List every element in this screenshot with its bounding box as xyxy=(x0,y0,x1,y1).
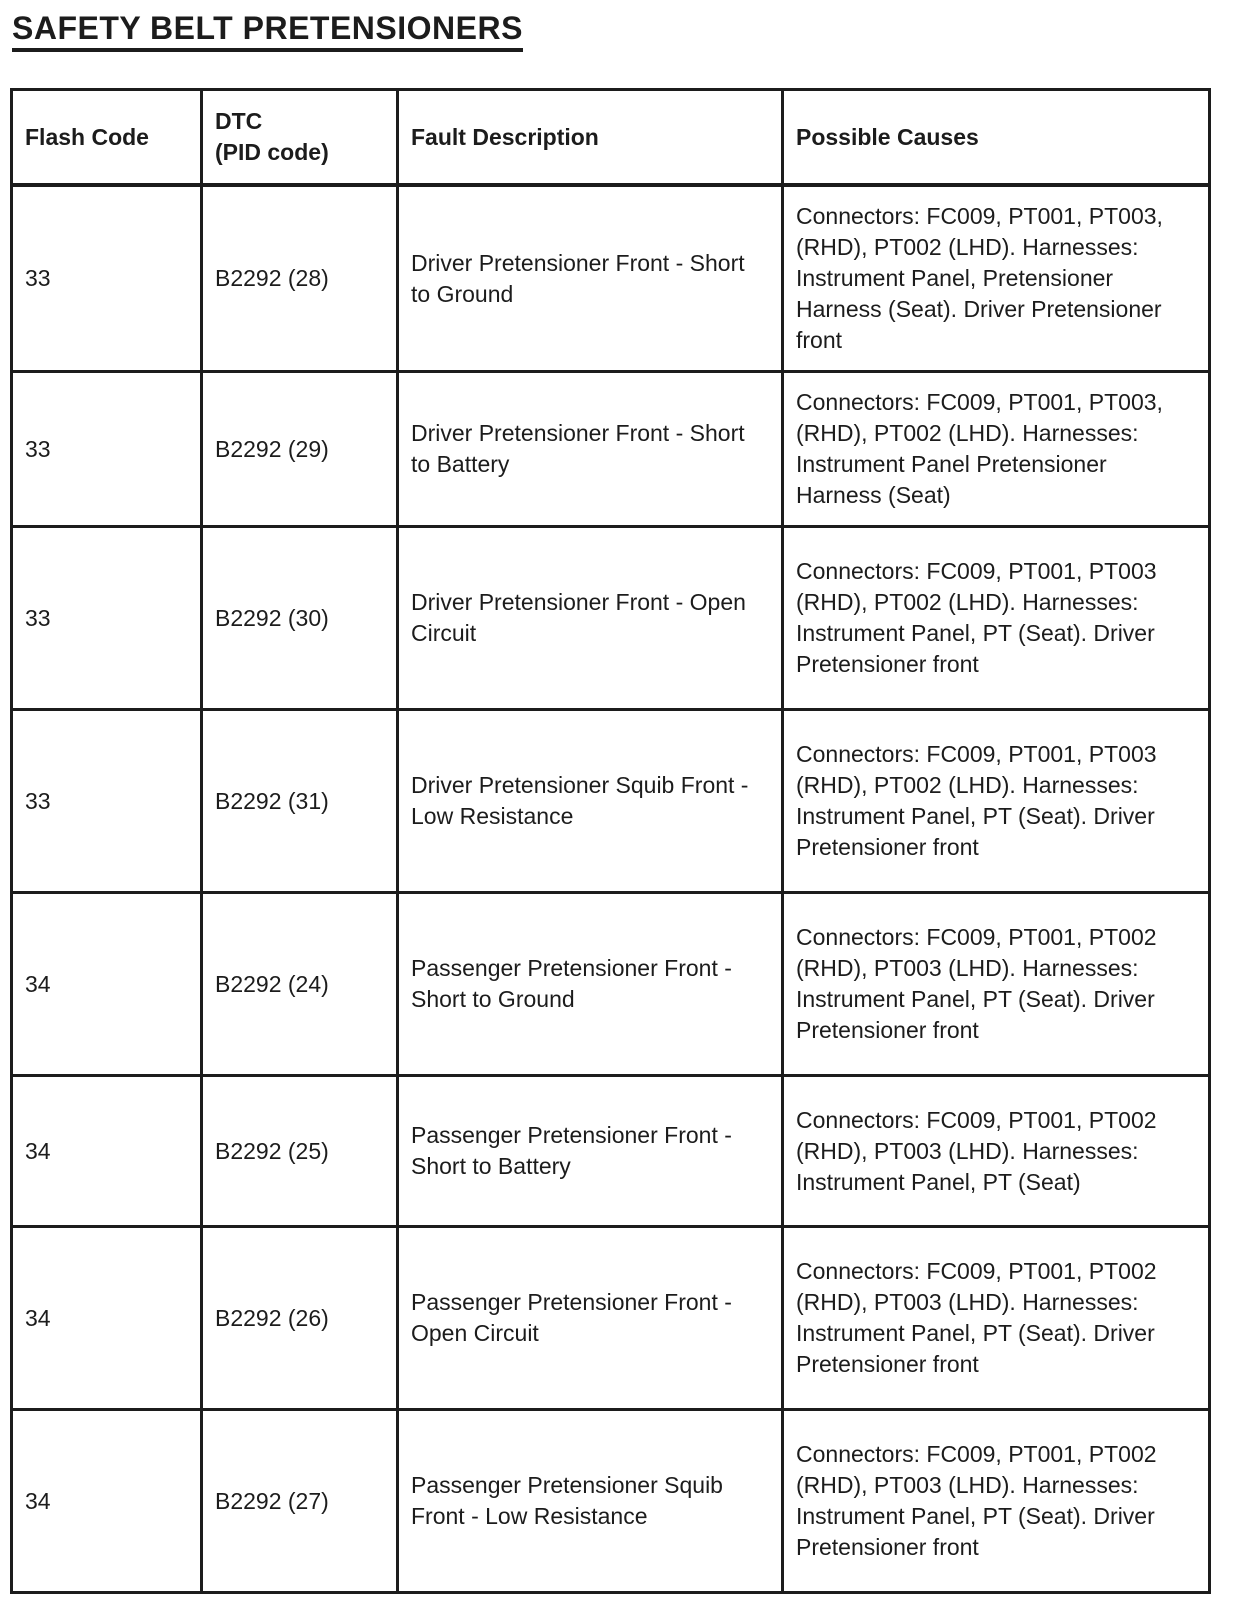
dtc-cell: B2292 (29) xyxy=(202,372,398,527)
column-header-sublabel: (PID code) xyxy=(215,139,329,165)
table-row xyxy=(12,710,1210,893)
dtc-cell: B2292 (27) xyxy=(202,1410,398,1593)
flash-code-cell: 34 xyxy=(12,1410,202,1593)
column-header-label: DTC xyxy=(215,108,263,134)
possible-causes-cell: Connectors: FC009, PT001, PT002 (RHD), PT003 (LHD). Harnesses: Instrument Panel, PT (Seat). Driver Pretensioner front xyxy=(783,1227,1210,1410)
table-body xyxy=(12,185,1210,1593)
flash-code-cell: 34 xyxy=(12,1227,202,1410)
flash-code-cell: 33 xyxy=(12,185,202,372)
possible-causes-cell: Connectors: FC009, PT001, PT002 (RHD), PT003 (LHD). Harnesses: Instrument Panel, PT (Seat) xyxy=(783,1076,1210,1227)
fault-description-cell: Passenger Pretensioner Front - Open Circuit xyxy=(398,1227,783,1410)
table-row xyxy=(12,893,1210,1076)
column-header-dtc xyxy=(202,90,398,186)
flash-code-cell: 33 xyxy=(12,372,202,527)
flash-code-cell: 33 xyxy=(12,710,202,893)
flash-code-cell: 34 xyxy=(12,1076,202,1227)
possible-causes-cell: Connectors: FC009, PT001, PT003,(RHD), PT002 (LHD). Harnesses: Instrument Panel, Pretensioner Harness (Seat). Driver Pretensioner front xyxy=(783,185,1210,372)
possible-causes-cell: Connectors: FC009, PT001, PT002 (RHD), PT003 (LHD). Harnesses: Instrument Panel, PT (Seat). Driver Pretensioner front xyxy=(783,1410,1210,1593)
flash-code-cell: 33 xyxy=(12,527,202,710)
table-row xyxy=(12,1227,1210,1410)
fault-description-cell: Driver Pretensioner Squib Front - Low Resistance xyxy=(398,710,783,893)
dtc-cell: B2292 (25) xyxy=(202,1076,398,1227)
fault-description-cell: Driver Pretensioner Front - Short to Ground xyxy=(398,185,783,372)
page-title: SAFETY BELT PRETENSIONERS xyxy=(12,10,523,52)
table-row xyxy=(12,1076,1210,1227)
fault-description-cell: Passenger Pretensioner Squib Front - Low Resistance xyxy=(398,1410,783,1593)
fault-description-cell: Driver Pretensioner Front - Open Circuit xyxy=(398,527,783,710)
column-header-fault-description xyxy=(398,90,783,186)
fault-description-cell: Passenger Pretensioner Front - Short to Ground xyxy=(398,893,783,1076)
possible-causes-cell: Connectors: FC009, PT001, PT003, (RHD), PT002 (LHD). Harnesses: Instrument Panel Pretensioner Harness (Seat) xyxy=(783,372,1210,527)
dtc-cell: B2292 (30) xyxy=(202,527,398,710)
header-row xyxy=(12,90,1210,186)
dtc-cell: B2292 (24) xyxy=(202,893,398,1076)
dtc-cell: B2292 (26) xyxy=(202,1227,398,1410)
table-header xyxy=(12,90,1210,186)
fault-description-cell: Driver Pretensioner Front - Short to Battery xyxy=(398,372,783,527)
column-header-label: Flash Code xyxy=(25,123,149,150)
fault-description-cell: Passenger Pretensioner Front - Short to Battery xyxy=(398,1076,783,1227)
possible-causes-cell: Connectors: FC009, PT001, PT002 (RHD), PT003 (LHD). Harnesses: Instrument Panel, PT (Seat). Driver Pretensioner front xyxy=(783,893,1210,1076)
dtc-cell: B2292 (28) xyxy=(202,185,398,372)
column-header-label: Fault Description xyxy=(411,123,599,150)
column-header-possible-causes xyxy=(783,90,1210,186)
possible-causes-cell: Connectors: FC009, PT001, PT003 (RHD), PT002 (LHD). Harnesses: Instrument Panel, PT (Seat). Driver Pretensioner front xyxy=(783,710,1210,893)
table-row xyxy=(12,185,1210,372)
column-header-flash-code xyxy=(12,90,202,186)
possible-causes-cell: Connectors: FC009, PT001, PT003 (RHD), PT002 (LHD). Harnesses: Instrument Panel, PT (Seat). Driver Pretensioner front xyxy=(783,527,1210,710)
table-row xyxy=(12,527,1210,710)
column-header-label: Possible Causes xyxy=(796,123,979,150)
dtc-cell: B2292 (31) xyxy=(202,710,398,893)
table-row xyxy=(12,372,1210,527)
flash-code-cell: 34 xyxy=(12,893,202,1076)
table-row xyxy=(12,1410,1210,1593)
dtc-fault-table xyxy=(10,88,1211,1594)
